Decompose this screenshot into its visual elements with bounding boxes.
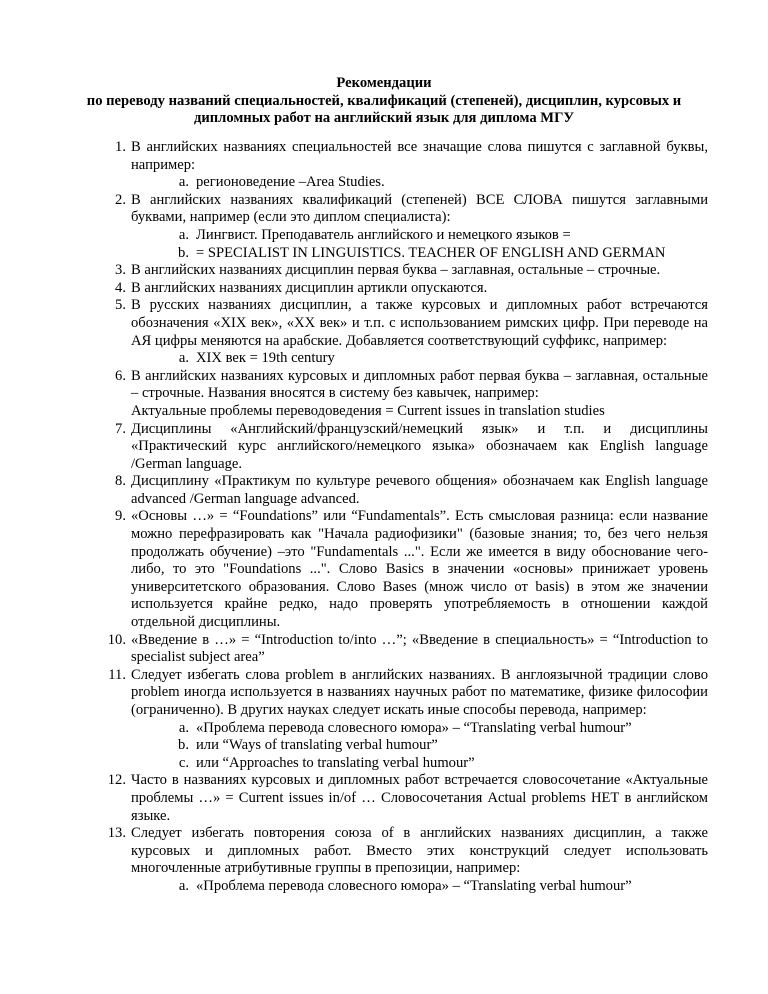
list-item-text: В английских названиях квалификаций (степеней) ВСЕ СЛОВА пишутся заглавными буквами, например (если это диплом специалиста): — [131, 191, 708, 226]
list-item-text: В английских названиях дисциплин первая буква – заглавная, остальные – строчные. — [131, 262, 661, 279]
list-item-number: 7. — [115, 420, 126, 437]
title-line-3: дипломных работ на английский язык для диплома МГУ — [193, 110, 575, 127]
list-item-text: Часто в названиях курсовых и дипломных работ встречается словосочетание «Актуальные проблемы …» = Current issues in/of … Словосочетания Actual problems НЕТ в английском языке. — [131, 772, 708, 824]
recommendations-list — [0, 139, 768, 896]
list-item-number: 10. — [107, 631, 126, 648]
sub-list-item-letter: a. — [178, 350, 189, 367]
list-item-text: В английских названиях специальностей все значащие слова пишутся с заглавной буквы, например: — [131, 139, 708, 173]
list-item-text: Следует избегать слова problem в английских названиях. В англоязычной традиции слово problem иногда используется в названиях научных работ по математике, физике философии (ограниченно). В других науках следует искать иные способы перевода, например: — [131, 666, 708, 718]
sub-list-item — [0, 755, 768, 773]
list-item — [0, 262, 768, 280]
sub-list-item — [0, 174, 768, 192]
sub-list-item-letter: b. — [178, 737, 189, 754]
list-item — [0, 368, 768, 403]
sub-list-item-letter: a. — [178, 174, 189, 191]
sub-list-item — [0, 737, 768, 755]
sub-list-item-letter: a. — [178, 877, 189, 894]
list-item-number: 1. — [115, 139, 126, 155]
list-item — [0, 192, 768, 227]
list-item-number: 13. — [107, 825, 126, 842]
document-title — [60, 75, 708, 128]
list-item-text: «Введение в …» = “Introduction to/into …”; «Введение в специальность» = “Introduction to specialist subject area” — [131, 631, 708, 666]
list-item — [0, 632, 768, 667]
sub-list-item-letter: b. — [178, 244, 189, 261]
list-item-text: Дисциплину «Практикум по культуре речевого общения» обозначаем как English language advanced /German language advanced. — [131, 473, 708, 507]
list-item-text: Дисциплины «Английский/французский/немецкий язык» и т.п. и дисциплины «Практический курс английского/немецкого языка» обозначаем как English language /German language. — [131, 420, 708, 472]
sub-list-item-text: = SPECIALIST IN LINGUISTICS. TEACHER OF ENGLISH AND GERMAN — [196, 244, 666, 261]
list-item-text: Следует избегать повторения союза of в английских названиях дисциплин, а также курсовых и дипломных работ. Вместо этих конструкций следует использовать многочленные атрибутивные группы в препозиции, например: — [131, 825, 708, 877]
list-item-number: 12. — [107, 772, 126, 789]
list-item — [0, 667, 768, 720]
list-item-text: В английских названиях курсовых и дипломных работ первая буква – заглавная, остальные – строчные. Названия вносятся в систему без кавычек, например: — [131, 367, 708, 402]
list-item — [0, 280, 768, 298]
list-item-text: «Основы …» = “Foundations” или “Fundamentals”. Есть смысловая разница: если название можно перефразировать как "Начала радиофизики" (базовые знания; то, без чего нельзя продолжать обучение) –это "Fundamentals ...". Если же имеется в виду обоснование чего-либо, то это "Foundations ...". Слово Basics в значении «основы» принижает уровень университетского образования. Слово Bases (множ число от basis) в этом же значении используется крайне редко, надо проверять употребляемость в отношении каждой отдельной дисциплины. — [131, 508, 708, 631]
sub-list-item-text: «Проблема перевода словесного юмора» – “Translating verbal humour” — [196, 719, 632, 736]
list-item-number: 8. — [115, 473, 126, 490]
list-item-number: 11. — [108, 666, 126, 683]
list-item — [0, 772, 768, 825]
sub-list-item-letter: c. — [178, 754, 189, 771]
sub-list-item — [0, 245, 768, 263]
list-item — [0, 508, 768, 631]
list-item-text: В английских названиях дисциплин артикли опускаются. — [131, 279, 488, 296]
sub-list-item-text: регионоведение –Area Studies. — [196, 174, 385, 191]
list-item-number: 5. — [115, 297, 126, 314]
sub-list-item — [0, 720, 768, 738]
list-item-number: 4. — [115, 279, 126, 296]
list-item-continuation: Актуальные проблемы переводоведения = Current issues in translation studies — [131, 402, 605, 419]
list-item-number: 2. — [115, 191, 126, 208]
sub-list-item-letter: a. — [178, 719, 189, 736]
sub-list-item — [0, 350, 768, 368]
sub-list-item — [0, 227, 768, 245]
list-item — [0, 139, 768, 174]
sub-list-item-text: XIX век = 19th century — [196, 350, 335, 367]
sub-list-item — [0, 878, 768, 896]
list-item-number: 9. — [115, 508, 126, 525]
list-item-number: 6. — [115, 367, 126, 384]
title-line-1: Рекомендации — [336, 75, 432, 91]
sub-list-item-text: Лингвист. Преподаватель английского и немецкого языков = — [196, 226, 571, 243]
sub-list-item-text: или “Approaches to translating verbal humour” — [196, 754, 475, 771]
list-item — [0, 297, 768, 350]
list-item-text: В русских названиях дисциплин, а также курсовых и дипломных работ встречаются обозначения «XIX век», «XX век» и т.п. с использованием римских цифр. При переводе на АЯ цифры меняются на арабские. Добавляется соответствующий суффикс, например: — [131, 297, 708, 349]
list-item — [0, 421, 768, 474]
sub-list-item-text: или “Ways of translating verbal humour” — [196, 737, 438, 754]
list-item — [0, 473, 768, 508]
sub-list-item-text: «Проблема перевода словесного юмора» – “Translating verbal humour” — [196, 877, 632, 894]
sub-list-item-letter: a. — [178, 226, 189, 243]
list-item — [0, 825, 768, 878]
list-item-number: 3. — [115, 262, 126, 279]
title-line-2: по переводу названий специальностей, квалификаций (степеней), дисциплин, курсовых и — [86, 92, 682, 109]
